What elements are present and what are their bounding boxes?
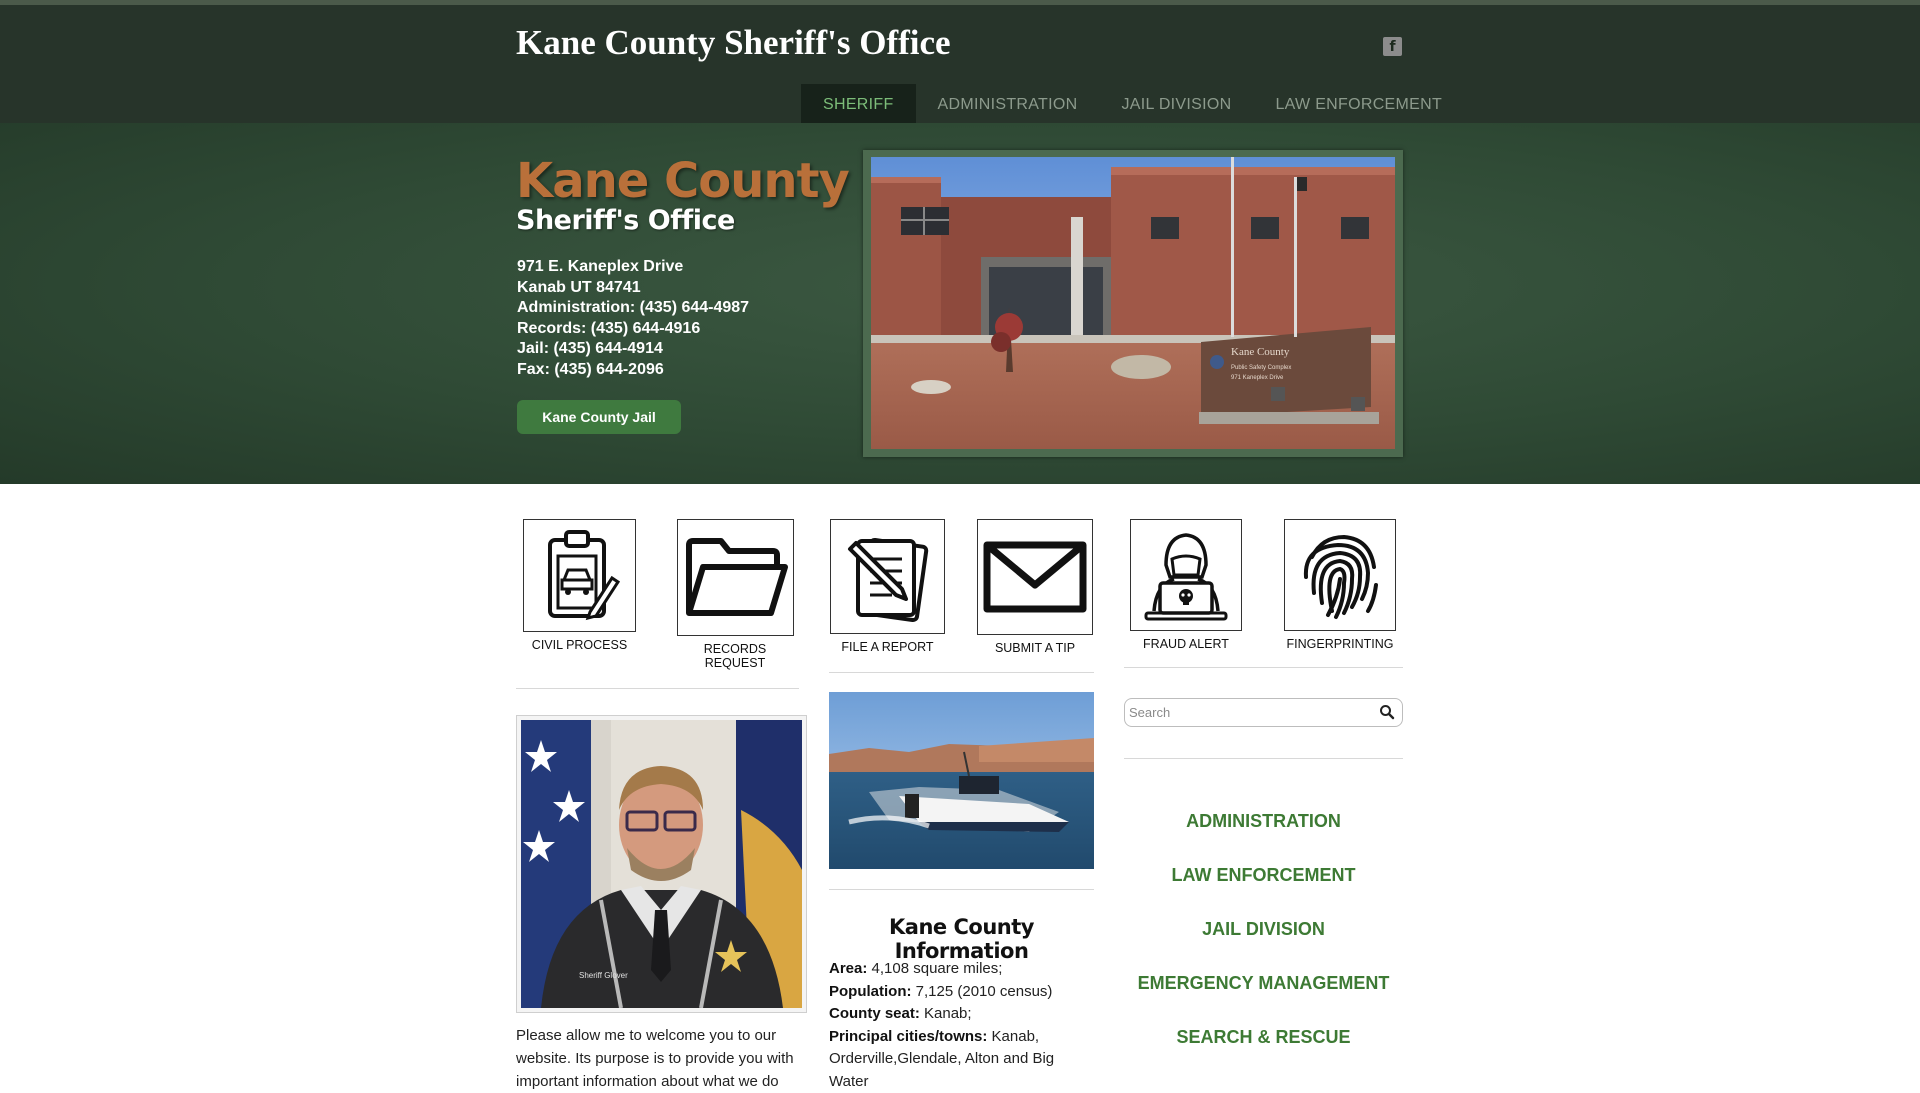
- report-pencil-icon[interactable]: [830, 519, 945, 634]
- county-info-title: Kane County Information: [829, 915, 1094, 963]
- info-population: [829, 981, 1094, 1004]
- sidebar-link-emergency-management[interactable]: EMERGENCY MANAGEMENT: [1124, 973, 1403, 994]
- fingerprinting-link[interactable]: [1280, 519, 1400, 651]
- sign-line-3: 971 Kaneplex Drive: [1231, 375, 1284, 381]
- sidebar-link-administration[interactable]: ADMINISTRATION: [1124, 811, 1403, 832]
- divider: [516, 688, 799, 689]
- nav-item-administration[interactable]: ADMINISTRATION: [916, 84, 1100, 128]
- info-value: Kanab;: [920, 1005, 972, 1022]
- phone-administration: Administration: (435) 644-4987: [517, 298, 749, 319]
- search-input[interactable]: [1129, 703, 1369, 722]
- address-city: Kanab UT 84741: [517, 278, 749, 299]
- info-value: 7,125 (2010 census): [912, 983, 1053, 1000]
- divider: [1124, 667, 1403, 668]
- sign-line-1: Kane County: [1231, 346, 1290, 358]
- info-county-seat: [829, 1003, 1094, 1026]
- site-header: [0, 5, 1920, 123]
- site-title[interactable]: Kane County Sheriff's Office: [516, 23, 951, 63]
- hero-title-office: Sheriff's Office: [516, 205, 735, 236]
- sidebar-link-jail-division[interactable]: JAIL DIVISION: [1124, 919, 1403, 940]
- hacker-laptop-icon[interactable]: [1130, 519, 1242, 631]
- quick-link-label: FRAUD ALERT: [1130, 637, 1242, 651]
- quick-link-label: CIVIL PROCESS: [523, 638, 636, 652]
- info-value: Kanab, Orderville,Glendale, Alton and Big Water: [829, 1028, 1054, 1090]
- search-icon[interactable]: [1379, 704, 1395, 720]
- kane-county-jail-button[interactable]: Kane County Jail: [517, 400, 681, 434]
- nav-item-jail-division[interactable]: JAIL DIVISION: [1099, 84, 1253, 128]
- quick-link-label: FILE A REPORT: [830, 640, 945, 654]
- info-principal-cities: [829, 1026, 1094, 1093]
- hero-title-county: Kane County: [516, 153, 849, 209]
- facebook-icon[interactable]: f: [1383, 37, 1402, 56]
- address-street: 971 E. Kaneplex Drive: [517, 257, 749, 278]
- info-area: [829, 958, 1094, 981]
- patrol-boat-photo: [829, 692, 1094, 869]
- submit-a-tip-link[interactable]: [977, 519, 1093, 655]
- main-nav: [801, 84, 1464, 128]
- file-a-report-link[interactable]: [830, 519, 945, 654]
- welcome-text: Please allow me to welcome you to our website. Its purpose is to provide you with important information about what we do: [516, 1024, 806, 1093]
- vest-name-tag: Sheriff Glover: [579, 971, 628, 980]
- quick-link-label: SUBMIT A TIP: [977, 641, 1093, 655]
- fraud-alert-link[interactable]: [1130, 519, 1242, 651]
- sheriff-portrait: [521, 720, 802, 1008]
- clipboard-car-icon[interactable]: [523, 519, 636, 632]
- civil-process-link[interactable]: [523, 519, 636, 652]
- nav-item-sheriff[interactable]: SHERIFF: [801, 84, 916, 128]
- info-label: County seat:: [829, 1005, 920, 1022]
- folder-icon[interactable]: [677, 519, 794, 636]
- envelope-icon[interactable]: [977, 519, 1093, 635]
- county-info-list: [829, 958, 1094, 1093]
- info-label: Principal cities/towns:: [829, 1028, 987, 1045]
- quick-link-label: FINGERPRINTING: [1280, 637, 1400, 651]
- divider: [829, 889, 1094, 890]
- building-photo-frame: [863, 150, 1403, 457]
- phone-records: Records: (435) 644-4916: [517, 319, 749, 340]
- site-search: [1124, 698, 1403, 727]
- nav-item-law-enforcement[interactable]: LAW ENFORCEMENT: [1253, 84, 1464, 128]
- divider: [829, 672, 1094, 673]
- info-value: 4,108 square miles;: [867, 960, 1002, 977]
- sidebar-link-law-enforcement[interactable]: LAW ENFORCEMENT: [1124, 865, 1403, 886]
- quick-link-label: RECORDS REQUEST: [699, 642, 771, 670]
- public-safety-complex-photo: [871, 157, 1395, 449]
- info-label: Population:: [829, 983, 912, 1000]
- sign-line-2: Public Safety Complex: [1231, 365, 1291, 371]
- sidebar-link-search-rescue[interactable]: SEARCH & RESCUE: [1124, 1027, 1403, 1048]
- phone-fax: Fax: (435) 644-2096: [517, 360, 749, 381]
- records-request-link[interactable]: [677, 519, 794, 670]
- hero-banner: [0, 123, 1920, 484]
- info-label: Area:: [829, 960, 867, 977]
- contact-address: [517, 257, 749, 380]
- fingerprint-icon[interactable]: [1284, 519, 1396, 631]
- phone-jail: Jail: (435) 644-4914: [517, 339, 749, 360]
- divider: [1124, 758, 1403, 759]
- sheriff-photo-frame: [516, 715, 807, 1013]
